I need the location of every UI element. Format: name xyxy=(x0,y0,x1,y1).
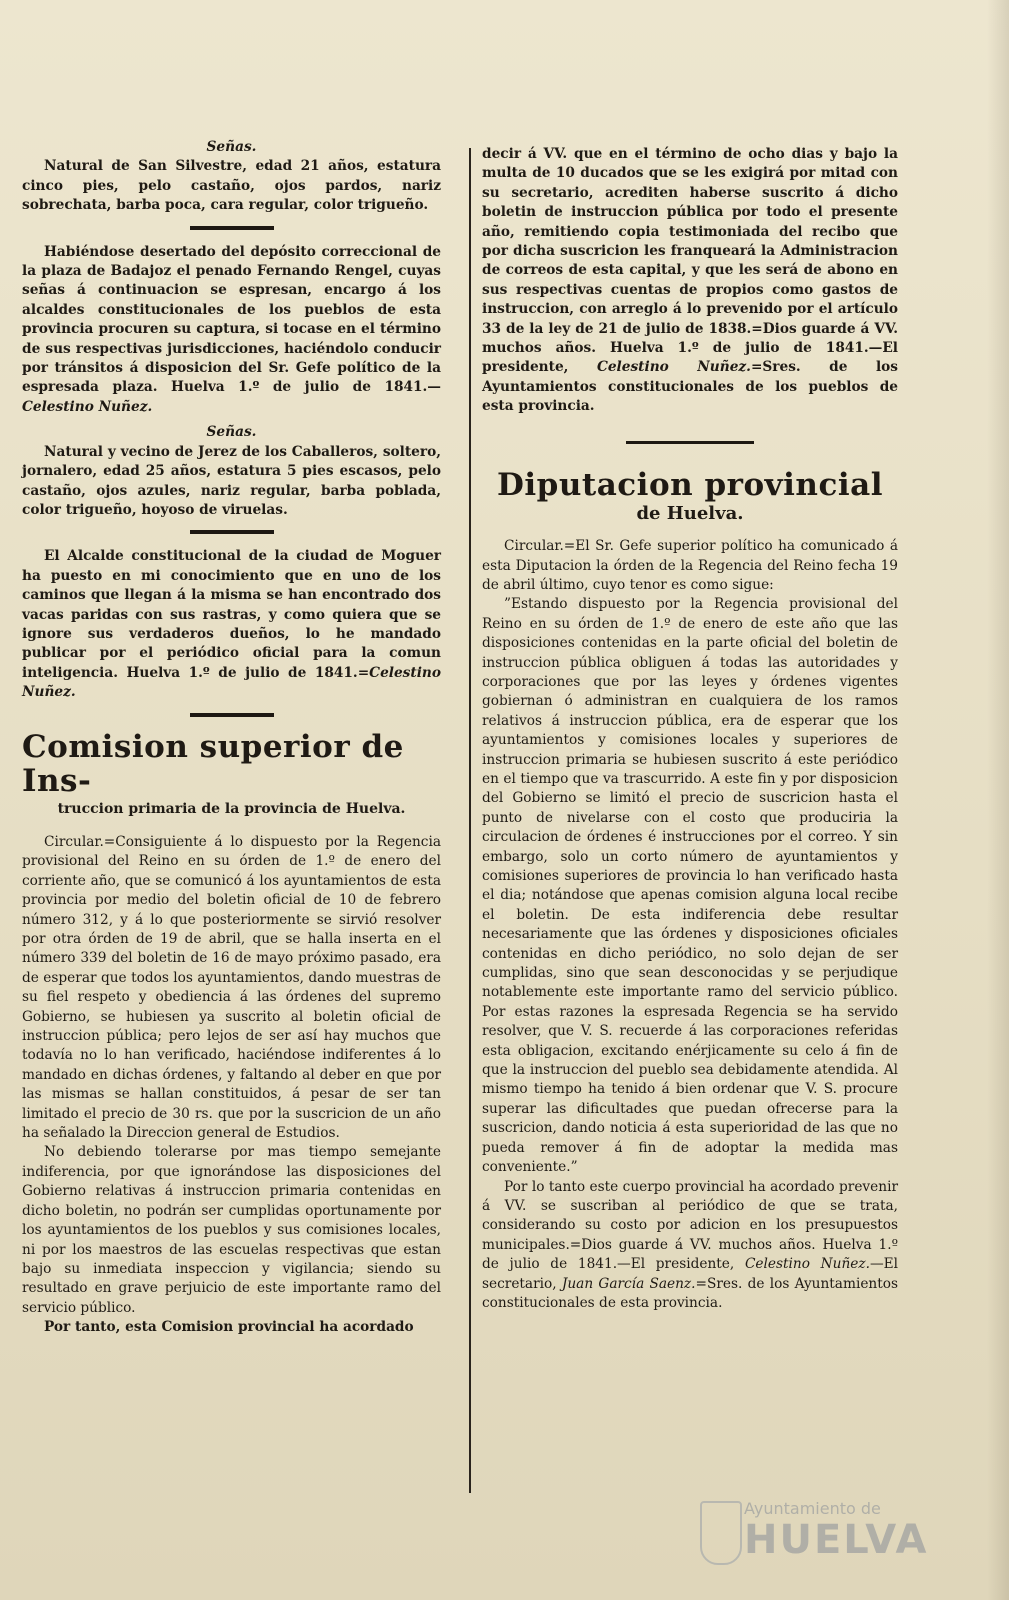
separator xyxy=(190,713,274,717)
page-edge-shadow xyxy=(987,0,1009,1600)
senas-heading-1: Señas. xyxy=(206,139,257,155)
notice-deserter: Habiéndose desertado del depósito correccional de la plaza de Badajoz el penado Fernando Rengel, cuyas señas á continuacion se espresan, encargo á los alcaldes constitucionales de los pueblos de esta provincia procuren su captura, si tocase en el término de sus respectivas jurisdicciones, haciéndolo conducir por tránsitos á disposicion del Sr. Gefe político de la espresada plaza. Huelva 1.º de julio de 1841.— Celestino Nuñez. xyxy=(22,243,441,415)
notice-cows: El Alcalde constitucional de la ciudad de Moguer ha puesto en mi conocimiento que en uno de los caminos que llegan á la misma se han encontrado dos vacas paridas con sus rastras, y como quiera que se ignore sus verdaderos dueños, lo he mandado publicar por el periódico oficial para la comun inteligencia. Huelva 1.º de julio de 1841.=Celestino Nuñez. xyxy=(22,548,441,701)
circular-diputacion-quote: ”Estando dispuesto por la Regencia provisional del Reino en su órden de 1.º de enero de este año que las disposiciones contenidas en la parte oficial del boletin de instruccion pública obliguen á todas las autoridades y corporaciones que por las leyes y órdenes vigentes gobiernan ó administran en cualquiera de los ramos relativos á instruccion pública, era de esperar que los ayuntamientos y comisiones locales y superiores de instruccion primaria se hubiesen suscrito á este periódico en el tiempo que va trascurrido. A este fin y por disposicion del Gobierno se limitó el precio de suscricion hasta el punto de nivelarse con el costo que produciria la circulacion de órdenes é instrucciones por el correo. Y sin embargo, solo un corto número de ayuntamientos y comisiones superiores de provincia lo han verificado hasta el dia; notándose que apenas comision alguna local recibe el boletin. De esta indiferencia debe resultar necesariamente que las órdenes y disposiciones oficiales contenidas en dicho periódico, no solo dejan de ser cumplidas, sino que sean desconocidas y se perjudique notablemente este importante ramo del servicio público. Por estas razones la espresada Regencia se ha servido resolver, que V. S. recuerde á las corporaciones referidas esta obligacion, excitando enérjicamente su celo á fin de que la instruccion del pueblo sea debidamente atendida. Al mismo tiempo ha tenido á bien ordenar que V. S. procure superar las dificultades que puedan ofrecerse para la suscricion, dando noticia á esta superioridad de las que no pueda remover á fin de adoptar la medida mas conveniente.” xyxy=(482,596,898,1176)
ayuntamiento-watermark xyxy=(700,1495,930,1575)
circular-diputacion-closing: Por lo tanto este cuerpo provincial ha acordado prevenir á VV. se suscriban al periódico de que se trata, considerando su costo por adicion en los presupuestos municipales.=Dios guarde á VV. muchos años. Huelva 1.º de julio de 1841.—El presidente, Celestino Nuñez.—El secretario, Juan García Saenz.=Sres. de los Ayuntamientos constitucionales de esta provincia. xyxy=(482,1178,898,1311)
coat-of-arms-icon xyxy=(700,1501,742,1565)
separator xyxy=(190,226,274,230)
senas-heading-2: Señas. xyxy=(206,424,257,441)
section-heading-diputacion: Diputacion provincial xyxy=(497,466,883,503)
circular-comision-2: No debiendo tolerarse por mas tiempo semejante indiferencia, por que ignorándose las disposiciones del Gobierno relativas á instruccion primaria contenidas en dicho boletin, no podrán ser cumplidas oportunamente por los ayuntamientos de los pueblos y sus comisiones locales, ni por los maestros de las escuelas respectivas que estan bajo su inmediata inspeccion y vigilancia; siendo su resultado en grave perjuicio de este importante ramo del servicio público. xyxy=(22,1144,441,1316)
section-subheading-comision: truccion primaria de la provincia de Huelva. xyxy=(57,800,406,817)
circular-comision: Circular.=Consiguiente á lo dispuesto por la Regencia provisional del Reino en su órden de 1.º de enero del corriente año, que se comunicó á los ayuntamientos de esta provincia por medio del boletin oficial de 10 de febrero número 312, y á lo que posteriormente se sirvió resolver por otra órden de 19 de abril, que se halla inserta en el número 339 del boletin de 16 de mayo próximo pasado, era de esperar que todos los ayuntamientos, dando muestras de su fiel respeto y obediencia á las órdenes del supremo Gobierno, se hubiesen ya suscrito al boletin oficial de instruccion pública; pero lejos de ser así hay muchos que todavía no lo han verificado, haciéndose indiferentes á lo mandado en dichas órdenes, y faltando al deber en que por las mismas se hallan constituidos, á pesar de ser tan limitado el precio de 30 rs. que por la suscricion de un año ha señalado la Direccion general de Estudios. xyxy=(22,833,441,1142)
signature: Celestino Nuñez. xyxy=(22,398,153,415)
circular-comision-continued: decir á VV. que en el término de ocho dias y bajo la multa de 10 ducados que se les exigirá por mitad con su secretario, acrediten haberse suscrito á dicho boletin de instruccion pública por todo el presente año, remitiendo copia testimoniada del recibo que por dicha suscricion les franqueará la Administracion de correos de esta capital, y que les será de abono en sus respectivas cuentas de propios como gastos de instruccion, con arreglo á lo prevenido por el artículo 33 de la ley de 21 de julio de 1838.=Dios guarde á VV. muchos años. Huelva 1.º de julio de 1841.—El presidente, Celestino Nuñez.=Sres. de los Ayuntamientos constitucionales de los pueblos de esta provincia. xyxy=(482,146,899,415)
signature: Celestino Nuñez. xyxy=(596,359,751,376)
watermark-line-1: Ayuntamiento de xyxy=(744,1499,881,1518)
signature: Celestino Nuñez. xyxy=(744,1256,870,1273)
column-divider xyxy=(469,148,471,1493)
signature: Juan García Saenz. xyxy=(561,1275,696,1292)
signature: Celestino Nuñez. xyxy=(22,664,441,701)
circular-diputacion-intro: Circular.=El Sr. Gefe superior político ha comunicado á esta Diputacion la órden de la Regencia del Reino fecha 19 de abril último, cuyo tenor es como sigue: xyxy=(482,538,898,593)
section-subheading-diputacion: de Huelva. xyxy=(636,502,744,524)
watermark-line-2: HUELVA xyxy=(744,1517,929,1563)
section-heading-comision: Comision superior de Ins- xyxy=(22,728,404,799)
senas-text-1: Natural de San Silvestre, edad 21 años, estatura cinco pies, pelo castaño, ojos pardos, nariz sobrechata, barba poca, cara regular, color trigueño. xyxy=(22,158,441,214)
senas-text-2: Natural y vecino de Jerez de los Caballeros, soltero, jornalero, edad 25 años, estatura 5 pies escasos, pelo castaño, ojos azules, nariz regular, barba poblada, color trigueño, hoyoso de viruelas. xyxy=(22,443,441,518)
separator xyxy=(190,530,274,534)
left-column xyxy=(22,132,441,1338)
separator xyxy=(626,441,754,444)
right-column xyxy=(482,145,898,1313)
circular-comision-3: Por tanto, esta Comision provincial ha acordado xyxy=(44,1319,414,1336)
